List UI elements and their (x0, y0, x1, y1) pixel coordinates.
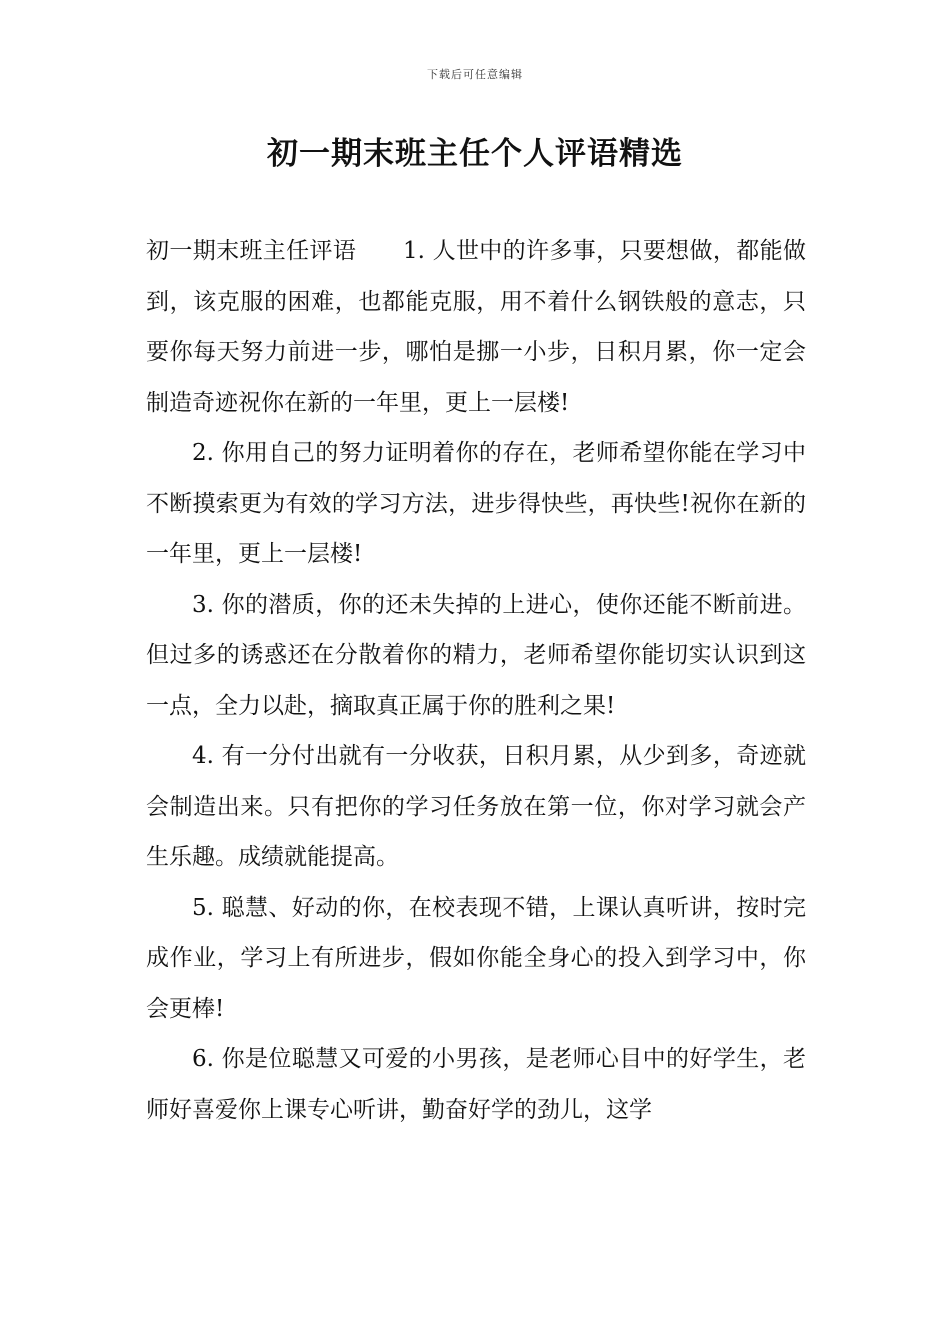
document-title: 初一期末班主任个人评语精选 (267, 136, 683, 172)
header-note: 下载后可任意编辑 (427, 68, 523, 81)
paragraph-item-3: 3. 你的潜质，你的还未失掉的上进心，使你还能不断前进。但过多的诱惑还在分散着你的精力，老师希望你能切实认识到这一点，全力以赴，摘取真正属于你的胜利之果! (146, 591, 806, 719)
paragraph-intro: 初一期末班主任评语 1. 人世中的许多事，只要想做，都能做到，该克服的困难，也都能克服，用不着什么钢铁般的意志，只要你每天努力前进一步，哪怕是挪一小步，日积月累，你一定会制造奇迹祝你在新的一年里，更上一层楼! (146, 238, 806, 416)
document-body (146, 226, 806, 1135)
paragraph-item-5: 5. 聪慧、好动的你，在校表现不错，上课认真听讲，按时完成作业，学习上有所进步，假如你能全身心的投入到学习中，你会更棒! (146, 894, 806, 1022)
paragraph-item-4: 4. 有一分付出就有一分收获，日积月累，从少到多，奇迹就会制造出来。只有把你的学习任务放在第一位，你对学习就会产生乐趣。成绩就能提高。 (146, 743, 806, 870)
paragraph-item-2: 2. 你用自己的努力证明着你的存在，老师希望你能在学习中不断摸索更为有效的学习方法，进步得快些，再快些!祝你在新的一年里，更上一层楼! (146, 440, 806, 567)
paragraph-item-6: 6. 你是位聪慧又可爱的小男孩，是老师心目中的好学生，老师好喜爱你上课专心听讲，勤奋好学的劲儿，这学 (146, 1046, 806, 1123)
